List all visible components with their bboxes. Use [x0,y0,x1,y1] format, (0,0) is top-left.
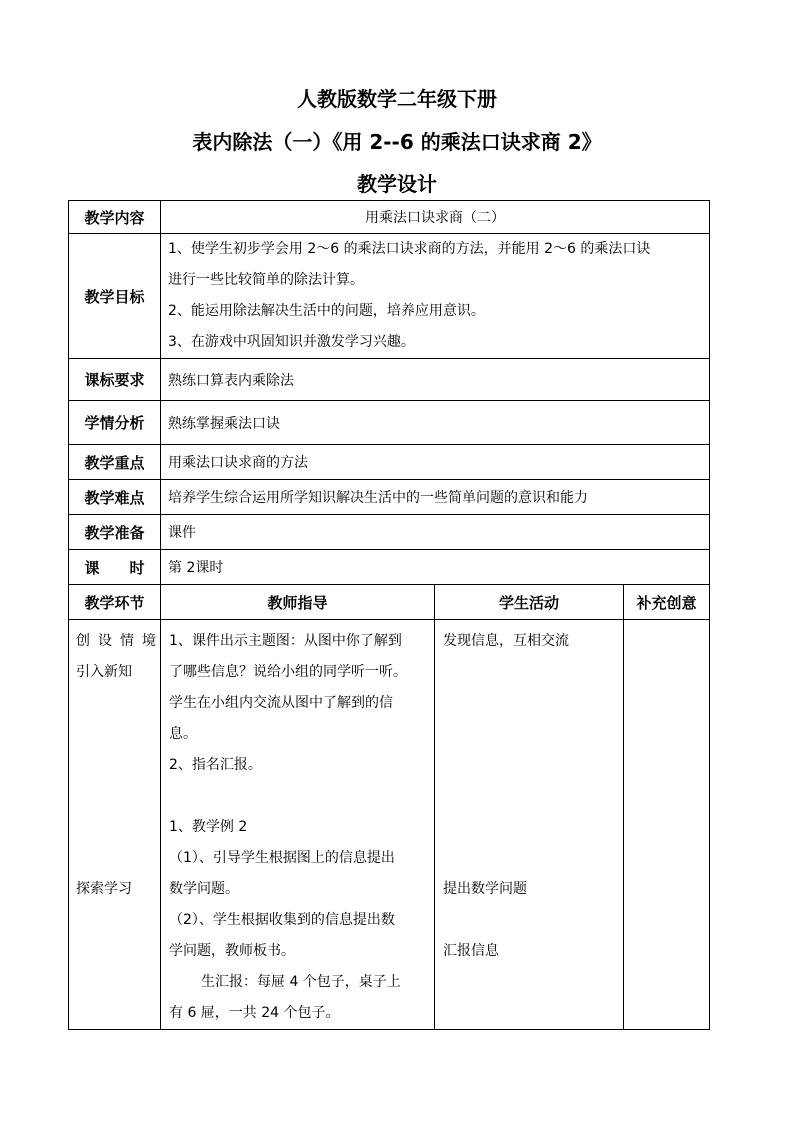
teacher-line: 学生在小组内交流从图中了解到的信 [169,695,393,711]
row-content [69,201,710,234]
goal-line: 1、使学生初步学会用 2～6 的乘法口诀求商的方法，并能用 2～6 的乘法口诀 [168,241,651,257]
header-teacher: 教师指导 [161,585,435,620]
process-body-row [69,620,710,1030]
teacher-line: 息。 [169,726,197,742]
label-standard: 课标要求 [69,359,161,401]
goal-line: 2、能运用除法解决生活中的问题，培养应用意识。 [168,303,485,319]
header-stage: 教学环节 [69,585,161,620]
value-content: 用乘法口诀求商（二） [161,201,710,234]
teacher-line: 数学问题。 [169,881,239,897]
row-preparation [69,515,710,550]
value-key-point: 用乘法口诀求商的方法 [161,445,710,480]
header-student: 学生活动 [435,585,624,620]
teacher-guidance-column [161,620,435,1030]
label-difficulty: 教学难点 [69,480,161,515]
label-content: 教学内容 [69,201,161,234]
teacher-line: （1）、引导学生根据图上的信息提出 [169,850,395,866]
stage2-label: 探索学习 [76,881,132,897]
doc-title-line2: 表内除法（一）《用 2--6 的乘法口诀求商 2》 [192,130,602,154]
value-goals [161,234,710,359]
extra-ideas-column [624,620,710,1030]
doc-title-line1: 人教版数学二年级下册 [297,87,497,111]
student-activity-2: 提出数学问题 [443,881,527,897]
teacher-line: （2）、学生根据收集到的信息提出数 [169,912,395,928]
lesson-plan-table [68,200,710,1030]
student-activity-1: 发现信息，互相交流 [443,633,569,649]
row-period [69,550,710,585]
value-preparation: 课件 [161,515,710,550]
value-standard: 熟练口算表内乘除法 [161,359,710,401]
stage1-line2: 引入新知 [76,664,132,680]
goal-line: 进行一些比较简单的除法计算。 [168,272,364,288]
label-key-point: 教学重点 [69,445,161,480]
row-difficulty [69,480,710,515]
goal-line: 3、在游戏中巩固知识并激发学习兴趣。 [168,334,415,350]
teacher-line: 学问题，教师板书。 [169,943,295,959]
teacher-line: 有 6 屉，一共 24 个包子。 [169,1005,340,1021]
row-analysis [69,401,710,445]
header-extra: 补充创意 [624,585,710,620]
student-activity-3: 汇报信息 [443,943,499,959]
label-period: 课 时 [69,550,161,585]
teacher-line-blank [169,781,430,812]
row-standard [69,359,710,401]
student-activity-column [435,620,624,1030]
row-key-point [69,445,710,480]
doc-title-line3: 教学设计 [357,172,437,196]
stage1-line1: 创设情境 [76,633,156,649]
stage-column [69,620,161,1030]
label-analysis: 学情分析 [69,401,161,445]
teacher-line: 了哪些信息？说给小组的同学听一听。 [169,664,407,680]
teacher-line: 2、指名汇报。 [169,757,262,773]
value-analysis: 熟练掌握乘法口诀 [161,401,710,445]
value-difficulty: 培养学生综合运用所学知识解决生活中的一些简单问题的意识和能力 [161,480,710,515]
teacher-line: 1、教学例 2 [169,819,248,835]
process-header-row [69,585,710,620]
value-period: 第 2课时 [161,550,710,585]
row-goals [69,234,710,359]
teacher-line: 1、课件出示主题图：从图中你了解到 [169,633,402,649]
teacher-line: 生汇报：每屉 4 个包子，桌子上 [201,974,401,990]
label-goals: 教学目标 [69,234,161,359]
label-preparation: 教学准备 [69,515,161,550]
